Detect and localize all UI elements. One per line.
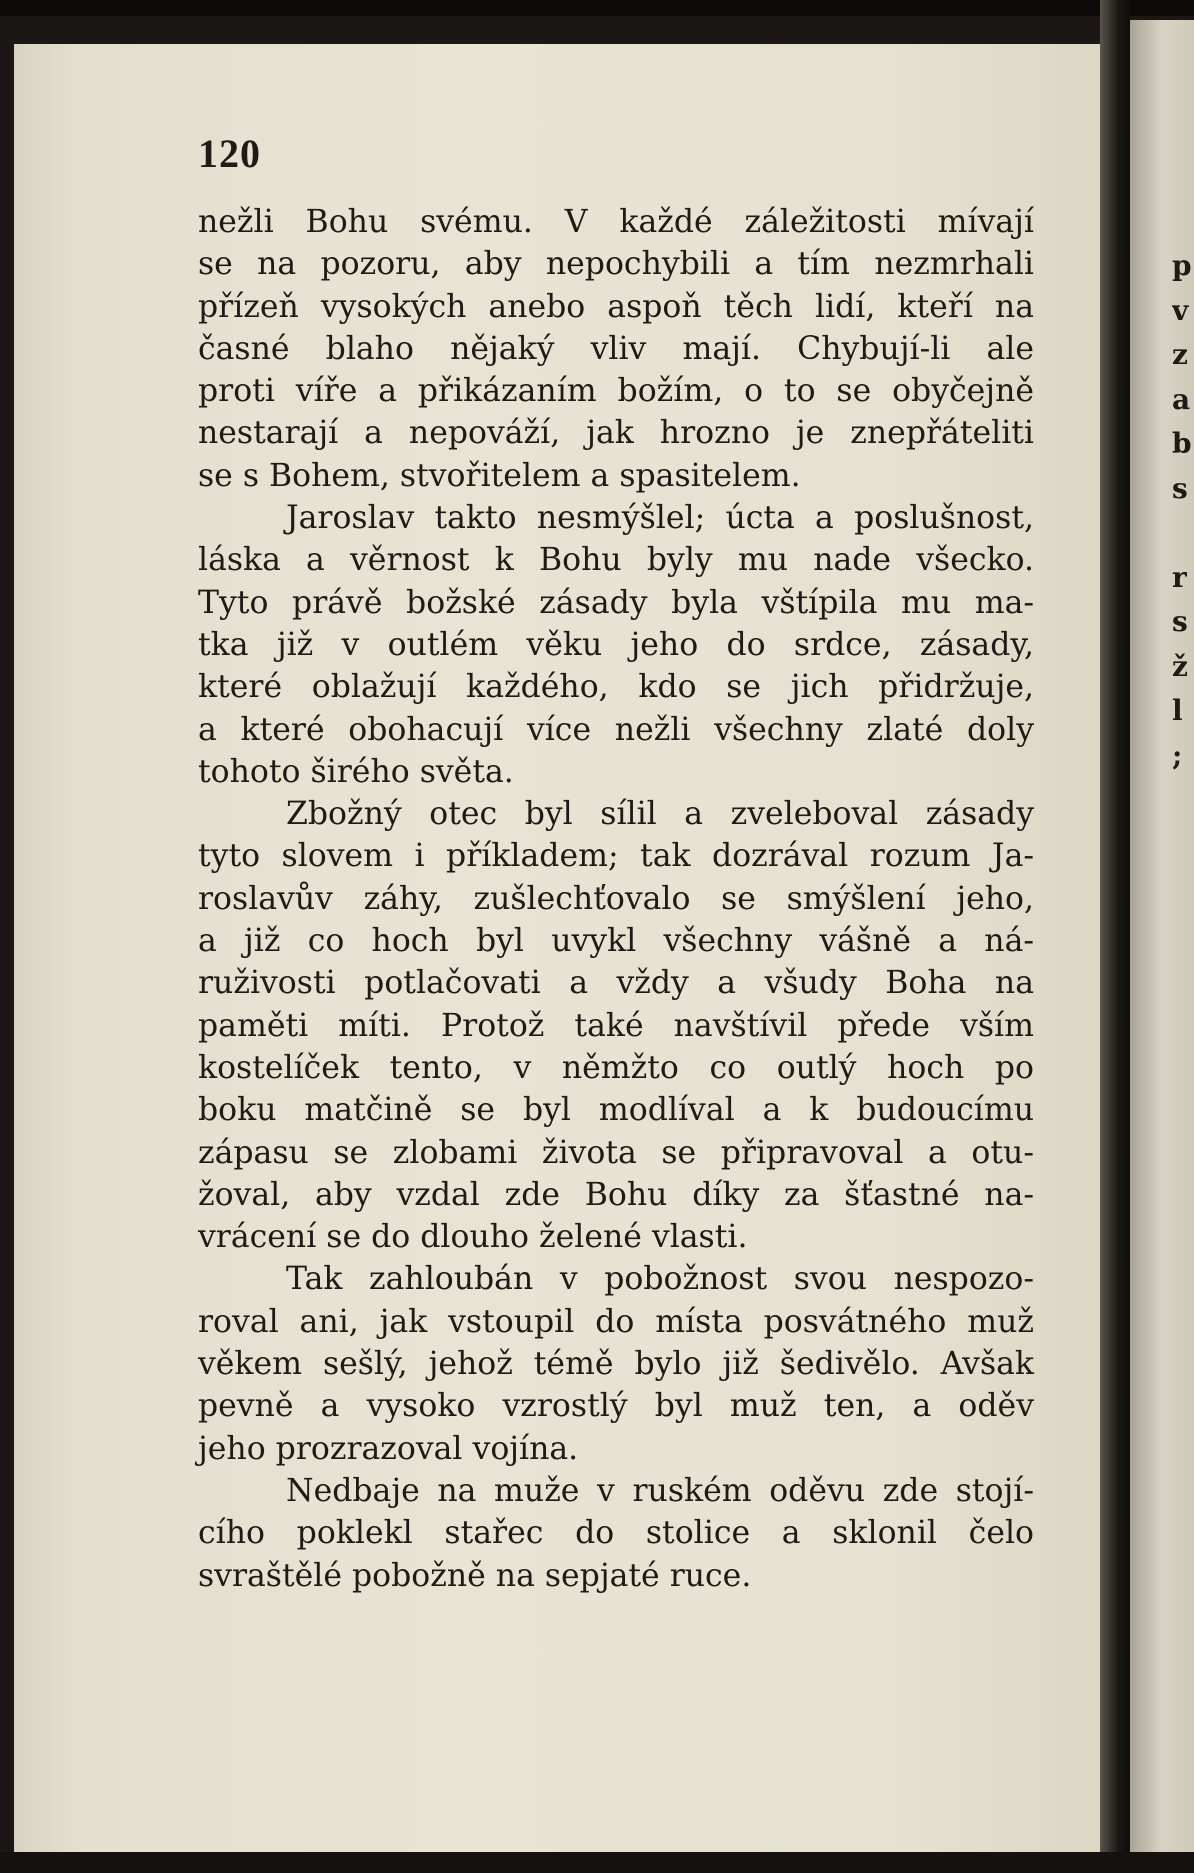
facing-fragment: a [1172,382,1191,416]
text-line: časné blaho nějaký vliv mají. Chybují-li ale [198,330,1034,367]
text-line: ruživosti potlačovati a vždy a všudy Boha na [198,965,1034,1002]
text-line: roval ani, jak vstoupil do místa posvátného muž [198,1303,1034,1340]
page-number: 120 [198,131,261,176]
text-line: se s Bohem, stvořitelem a spasitelem. [198,457,801,494]
facing-page-fragments [1172,244,1194,778]
facing-fragment: p [1172,249,1192,282]
text-line: nežli Bohu svému. V každé záležitosti mívají [198,204,1034,240]
text-line: paměti míti. Protož také navštívil přede vším [198,1007,1034,1044]
text-line: zápasu se zlobami života se připravoval a otu- [198,1134,1034,1171]
text-line: se na pozoru, aby nepochybili a tím nezmrhali [198,246,1034,283]
facing-fragment: ; [1172,738,1183,772]
facing-fragment: b [1172,427,1192,460]
text-line: roslavův záhy, zušlechťovalo se smýšlení jeho, [198,880,1034,917]
body-text [198,201,1034,1597]
facing-fragment: s [1172,605,1188,638]
text-line: pevně a vysoko vzrostlý byl muž ten, a oděv [198,1388,1034,1425]
text-line: cího poklekl stařec do stolice a sklonil čelo [198,1515,1034,1552]
text-line: Zbožný otec byl sílil a zveleboval zásady [286,796,1034,833]
facing-fragment: ž [1172,649,1188,683]
text-line: svraštělé pobožně na sepjaté ruce. [198,1557,752,1594]
text-line: proti víře a přikázaním božím, o to se obyčejně [198,373,1034,410]
text-line: kostelíček tento, v němžto co outlý hoch po [198,1049,1034,1086]
facing-gap [1172,511,1194,556]
text-line: Jaroslav takto nesmýšlel; úcta a poslušnost, [286,500,1034,537]
text-line: které oblažují každého, kdo se jich přidržuje, [198,669,1034,706]
facing-fragment: s [1172,471,1188,505]
text-line: věkem sešlý, jehož témě bylo již šedivělo. Avšak [198,1346,1034,1383]
text-line: jeho prozrazoval vojína. [198,1430,579,1467]
text-line: a již co hoch byl uvykl všechny vášně a ná- [198,923,1034,960]
text-line: láska a věrnost k Bohu byly mu nade všecko. [198,542,1034,579]
text-line: tka již v outlém věku jeho do srdce, zásady, [198,626,1034,663]
text-line: tohoto širého světa. [198,753,514,790]
text-line: tyto slovem i příkladem; tak dozrával rozum Ja- [198,838,1034,875]
book-gutter [1100,0,1130,1873]
facing-fragment: r [1172,560,1187,594]
text-line: přízeň vysokých anebo aspoň těch lidí, kteří na [198,288,1034,325]
text-line: vrácení se do dlouho želené vlasti. [198,1219,748,1256]
text-line: Tyto právě božské zásady byla vštípila mu ma- [198,584,1034,621]
text-line: Nedbaje na muže v ruském oděvu zde stojí- [286,1472,1034,1509]
facing-fragment: v [1172,293,1189,327]
text-line: Tak zahloubán v pobožnost svou nespozo- [286,1261,1034,1298]
text-line: a které obohacují více nežli všechny zlaté doly [198,711,1034,748]
facing-fragment: l [1172,694,1183,727]
facing-fragment: z [1172,338,1188,371]
text-line: boku matčině se byl modlíval a k budoucímu [198,1092,1034,1129]
text-line: žoval, aby vzdal zde Bohu díky za šťastné na- [198,1176,1034,1213]
scan-bottom-edge [0,1852,1194,1873]
text-line: nestarají a nepováží, jak hrozno je znepřáteliti [198,415,1034,452]
scan-top-edge [0,0,1194,16]
